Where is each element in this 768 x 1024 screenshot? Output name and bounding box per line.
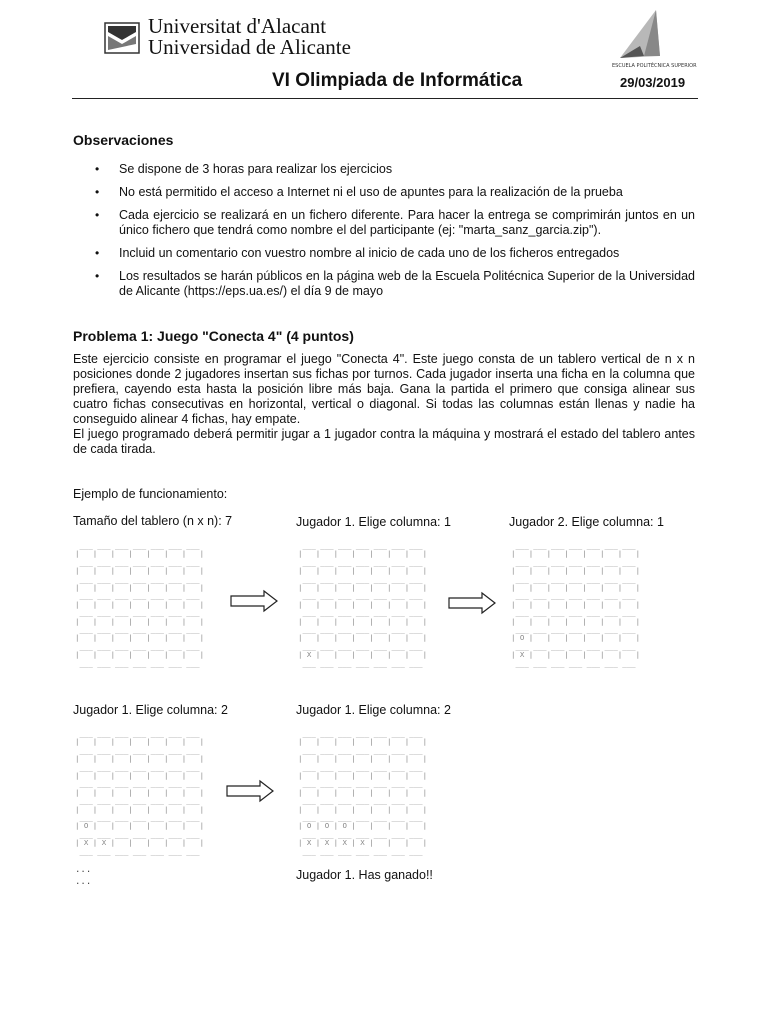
university-name-ca: Universitat d'Alacant [148,14,327,38]
game-board: ___ ___ ___ ___ ___ ___ ___ | | | | | | | | ___ ___ ___ ___ ___ ___ ___ | | | | | | | | ___ ___ ___ ___ ___ ___ ___ | | | | | | | | ___ ___ ___ ___ ___ ___ ___ | | | | | | | | ___ ___ ___ ___ ___ ___ ___ | | | | | | | | ___ ___ ___ ___ ___ ___ ___ | O | O | O | | | | | ___ ___ ___ ___ ___ ___ ___ | X | X | X | X | | | | ___ ___ ___ ___ ___ ___ ___ [298,729,428,856]
game-board: ___ ___ ___ ___ ___ ___ ___ | | | | | | | | ___ ___ ___ ___ ___ ___ ___ | | | | | | | | ___ ___ ___ ___ ___ ___ ___ | | | | | | | | ___ ___ ___ ___ ___ ___ ___ | | | | | | | | ___ ___ ___ ___ ___ ___ ___ | | | | | | | | ___ ___ ___ ___ ___ ___ ___ | O | | | | | | | ___ ___ ___ ___ ___ ___ ___ | X | | | | | | | ___ ___ ___ ___ ___ ___ ___ [511,541,641,668]
list-item: • Se dispone de 3 horas para realizar los ejercicios [73,162,695,177]
board-caption: Jugador 2. Elige columna: 1 [509,515,664,529]
problem-description [73,352,695,457]
board-caption: Jugador 1. Elige columna: 1 [296,515,451,529]
problem-paragraph: Este ejercicio consiste en programar el juego "Conecta 4". Este juego consta de un tablero vertical de n x n posiciones donde 2 jugadores insertan sus fichas por turnos. Cada jugador inserta una ficha en la columna que prefiera, cayendo esta hasta la posición libre más baja. Gana la partida el primero que consiga alinear sus cuatro fichas consecutivas en horizontal, vertical o diagonal. Si todas las columnas están llenas y nadie ha conseguido alinear 4 fichas, hay empate. [73,352,695,426]
exam-date: 29/03/2019 [620,75,686,90]
game-board: ___ ___ ___ ___ ___ ___ ___ | | | | | | | | ___ ___ ___ ___ ___ ___ ___ | | | | | | | | ___ ___ ___ ___ ___ ___ ___ | | | | | | | | ___ ___ ___ ___ ___ ___ ___ | | | | | | | | ___ ___ ___ ___ ___ ___ ___ | | | | | | | | ___ ___ ___ ___ ___ ___ ___ | | | | | | | | ___ ___ ___ ___ ___ ___ ___ | | | | | | | | ___ ___ ___ ___ ___ ___ ___ [75,541,205,668]
eps-logo-text: ESCUELA POLITÉCNICA SUPERIOR [612,63,697,69]
continuation-ellipsis: ... ... [75,865,92,887]
observations-heading: Observaciones [73,132,174,148]
game-board: ___ ___ ___ ___ ___ ___ ___ | | | | | | | | ___ ___ ___ ___ ___ ___ ___ | | | | | | | | ___ ___ ___ ___ ___ ___ ___ | | | | | | | | ___ ___ ___ ___ ___ ___ ___ | | | | | | | | ___ ___ ___ ___ ___ ___ ___ | | | | | | | | ___ ___ ___ ___ ___ ___ ___ | | | | | | | | ___ ___ ___ ___ ___ ___ ___ | X | | | | | | | ___ ___ ___ ___ ___ ___ ___ [298,541,428,668]
eps-logo-icon [610,8,697,70]
board-caption: Jugador 1. Elige columna: 2 [73,703,228,717]
university-name [148,16,351,58]
university-logo-icon [104,22,140,54]
arrow-right-icon [226,780,274,802]
example-label: Ejemplo de funcionamiento: [73,487,228,501]
list-item: • Incluid un comentario con vuestro nombre al inicio de cada uno de los ficheros entregados [73,246,695,261]
board-caption: Jugador 1. Elige columna: 2 [296,703,451,717]
list-item: • No está permitido el acceso a Internet ni el uso de apuntes para la realización de la prueba [73,185,695,200]
university-name-es: Universidad de Alicante [148,35,351,59]
problem-paragraph: El juego programado deberá permitir jugar a 1 jugador contra la máquina y mostrará el estado del tablero antes de cada tirada. [73,427,695,456]
win-message: Jugador 1. Has ganado!! [296,868,433,882]
observations-list [73,162,695,307]
list-item: • Los resultados se harán públicos en la página web de la Escuela Politécnica Superior de la Universidad de Alicante (https://eps.ua.es/) el día 9 de mayo [73,269,695,299]
board-caption: Tamaño del tablero (n x n): 7 [73,514,233,528]
page-title: VI Olimpiada de Informática [272,70,523,91]
header-divider [72,98,698,99]
problem-heading: Problema 1: Juego "Conecta 4" (4 puntos) [73,328,354,344]
list-item: • Cada ejercicio se realizará en un fichero diferente. Para hacer la entrega se comprimirán juntos en un único fichero que tendrá como nombre el del participante (ej: "marta_sanz_garcia.zip"). [73,208,695,238]
game-board: ___ ___ ___ ___ ___ ___ ___ | | | | | | | | ___ ___ ___ ___ ___ ___ ___ | | | | | | | | ___ ___ ___ ___ ___ ___ ___ | | | | | | | | ___ ___ ___ ___ ___ ___ ___ | | | | | | | | ___ ___ ___ ___ ___ ___ ___ | | | | | | | | ___ ___ ___ ___ ___ ___ ___ | O | | | | | | | ___ ___ ___ ___ ___ ___ ___ | X | X | | | | | | ___ ___ ___ ___ ___ ___ ___ [75,729,205,856]
arrow-right-icon [230,590,278,612]
arrow-right-icon [448,592,496,614]
